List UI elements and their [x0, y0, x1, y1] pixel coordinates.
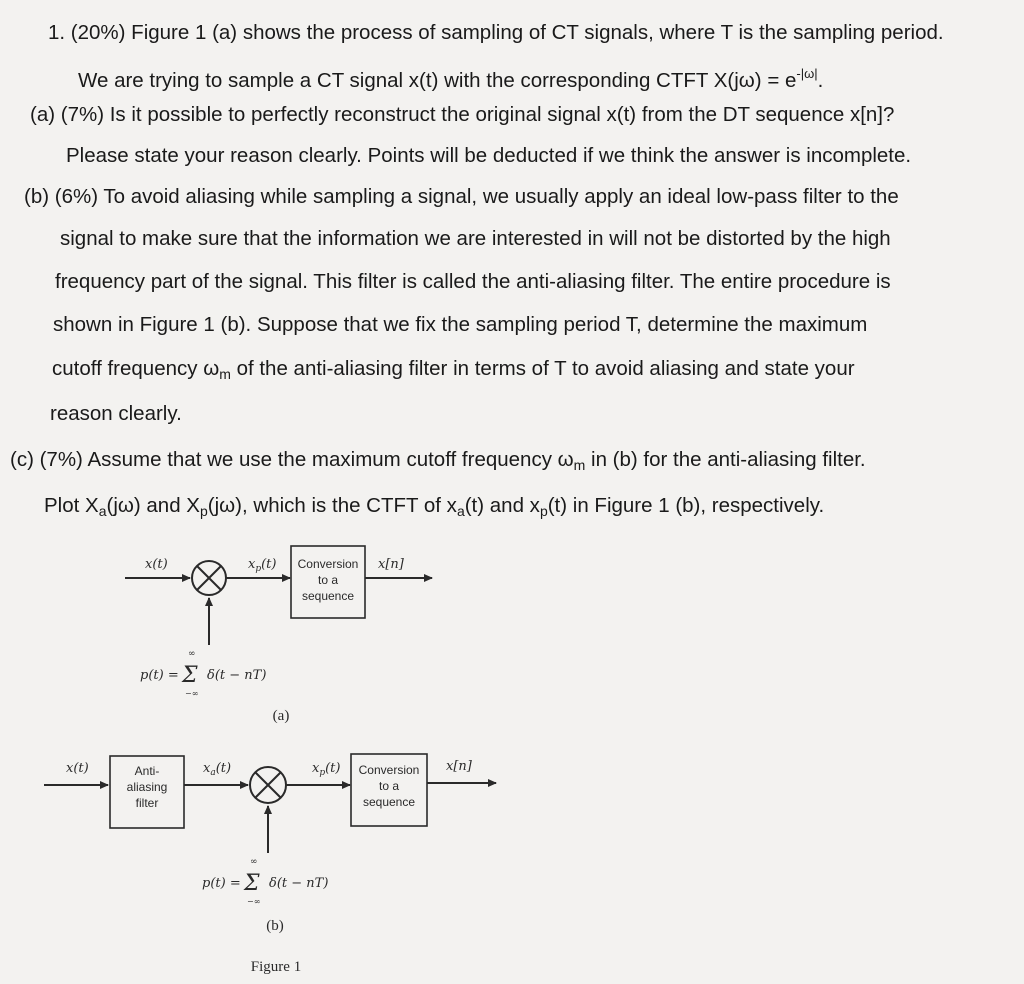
- part-a-line1: (a) (7%) Is it possible to perfectly reconstruct the original signal x(t) from the DT sequence x[n]?: [30, 103, 895, 126]
- svg-text:p(t) =: p(t) =: [140, 668, 179, 683]
- svg-text:−∞: −∞: [247, 897, 261, 906]
- figure-a: [125, 546, 432, 724]
- svg-text:Σ: Σ: [182, 663, 198, 688]
- part-b-line3: frequency part of the signal. This filter is called the anti-aliasing filter. The entire procedure is: [55, 270, 891, 293]
- fig-a-box-text-3: sequence: [301, 589, 355, 603]
- part-c-line2: Plot $X_a(j\omega)$ and $X_p(j\omega)$, which is the CTFT of $x_a(t)$ and $x_p(t)$ in Figure 1 (b), respectively.: [44, 494, 825, 519]
- fig-b-box-text-1: Conversion: [358, 763, 420, 777]
- svg-text:δ(t − nT): δ(t − nT): [269, 876, 329, 891]
- fig-b-output-label: x[n]: [446, 759, 472, 774]
- fig-b-multiplier: [250, 767, 286, 803]
- fig-b-xa-label: $x_a(t)$: [203, 761, 232, 778]
- part-c-line1: (c) (7%) Assume that we use the maximum cutoff frequency $\omega_m$ in (b) for the anti-aliasing filter.: [10, 448, 866, 473]
- part-a-line2: Please state your reason clearly. Points will be deducted if we think the answer is incomplete.: [66, 144, 912, 167]
- part-b-line4: shown in Figure 1 (b). Suppose that we fix the sampling period T, determine the maximum: [53, 313, 868, 336]
- svg-text:∞: ∞: [188, 649, 196, 659]
- figure-1-diagrams: [0, 520, 1024, 984]
- fig-a-output-label: x[n]: [378, 557, 404, 572]
- fig-b-xp-label: $x_p(t)$: [312, 761, 341, 778]
- svg-text:Σ: Σ: [244, 871, 260, 896]
- fig-b-box-text-2: to a: [378, 779, 400, 793]
- fig-a-caption: (a): [272, 708, 290, 724]
- problem-intro-line1: 1. (20%) Figure 1 (a) shows the process of sampling of CT signals, where T is the sampling period.: [48, 21, 944, 44]
- fig-b-filter-text-1: Anti-: [134, 764, 160, 778]
- svg-text:p(t) =: p(t) =: [202, 876, 241, 891]
- fig-b-box-text-3: sequence: [362, 795, 416, 809]
- figure-b: [44, 754, 496, 975]
- svg-text:δ(t − nT): δ(t − nT): [207, 668, 267, 683]
- part-b-line5: cutoff frequency $\omega_m$ of the anti-aliasing filter in terms of T to avoid aliasing and state your: [52, 357, 855, 382]
- part-b-line6: reason clearly.: [50, 402, 182, 425]
- fig-a-product-label: $x_p(t)$: [248, 557, 277, 574]
- part-b-line2: signal to make sure that the information we are interested in will not be distorted by the high: [60, 227, 891, 250]
- fig-a-multiplier: [192, 561, 226, 595]
- fig-b-filter-text-2: aliasing: [126, 780, 168, 794]
- part-b-line1: (b) (6%) To avoid aliasing while sampling a signal, we usually apply an ideal low-pass filter to the: [24, 185, 899, 208]
- problem-intro-line2: We are trying to sample a CT signal x(t) with the corresponding CTFT $X(j\omega) = e^{-|\omega|}$.: [78, 66, 824, 92]
- fig-b-filter-text-3: filter: [135, 796, 159, 810]
- fig-b-input-label: x(t): [66, 761, 89, 776]
- fig-a-box-text-2: to a: [317, 573, 339, 587]
- svg-text:−∞: −∞: [185, 689, 199, 698]
- fig-b-impulse-train: [202, 857, 328, 906]
- fig-b-caption: (b): [266, 918, 284, 934]
- fig-a-impulse-train: [140, 649, 266, 698]
- figure-1-caption: Figure 1: [250, 959, 302, 975]
- fig-a-input-label: x(t): [145, 557, 168, 572]
- fig-a-box-text-1: Conversion: [297, 557, 359, 571]
- svg-text:∞: ∞: [250, 857, 258, 867]
